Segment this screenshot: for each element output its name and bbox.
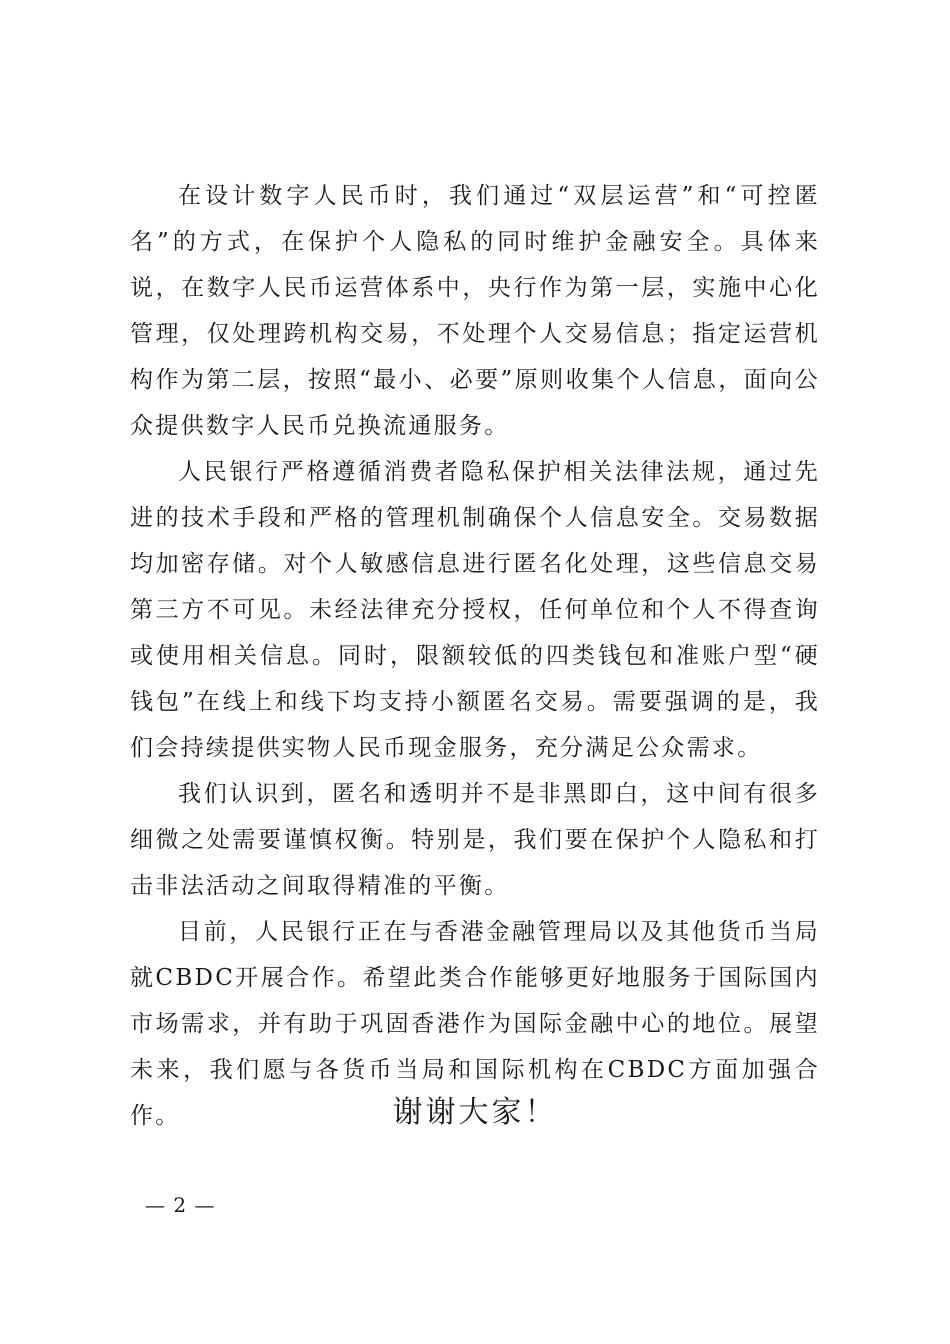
paragraph-2: 人民银行严格遵循消费者隐私保护相关法律法规，通过先进的技术手段和严格的管理机制确保个人信息安全。交易数据均加密存储。对个人敏感信息进行匿名化处理，这些信息交易第三方不可见。未经法律充分授权，任何单位和个人不得查询或使用相关信息。同时，限额较低的四类钱包和准账户型“硬钱包”在线上和线下均支持小额匿名交易。需要强调的是，我们会持续提供实物人民币现金服务，充分满足公众需求。 (130, 459, 820, 761)
document-body (130, 173, 820, 1139)
paragraph-1: 在设计数字人民币时，我们通过“双层运营”和“可控匿名”的方式，在保护个人隐私的同时维护金融安全。具体来说，在数字人民币运营体系中，央行作为第一层，实施中心化管理，仅处理跨机构交易，不处理个人交易信息；指定运营机构作为第二层，按照“最小、必要”原则收集个人信息，面向公众提供数字人民币兑换流通服务。 (130, 183, 820, 439)
closing-remark: 谢谢大家！ (392, 1095, 558, 1130)
paragraph-3: 我们认识到，匿名和透明并不是非黑即白，这中间有很多细微之处需要谨慎权衡。特别是，我们要在保护个人隐私和打击非法活动之间取得精准的平衡。 (130, 781, 820, 899)
paragraph-4: 目前，人民银行正在与香港金融管理局以及其他货币当局就CBDC开展合作。希望此类合作能够更好地服务于国际国内市场需求，并有助于巩固香港作为国际金融中心的地位。展望未来，我们愿与各货币当局和国际机构在CBDC方面加强合作。 (130, 919, 820, 1129)
page-number: — 2 — (145, 1193, 216, 1217)
